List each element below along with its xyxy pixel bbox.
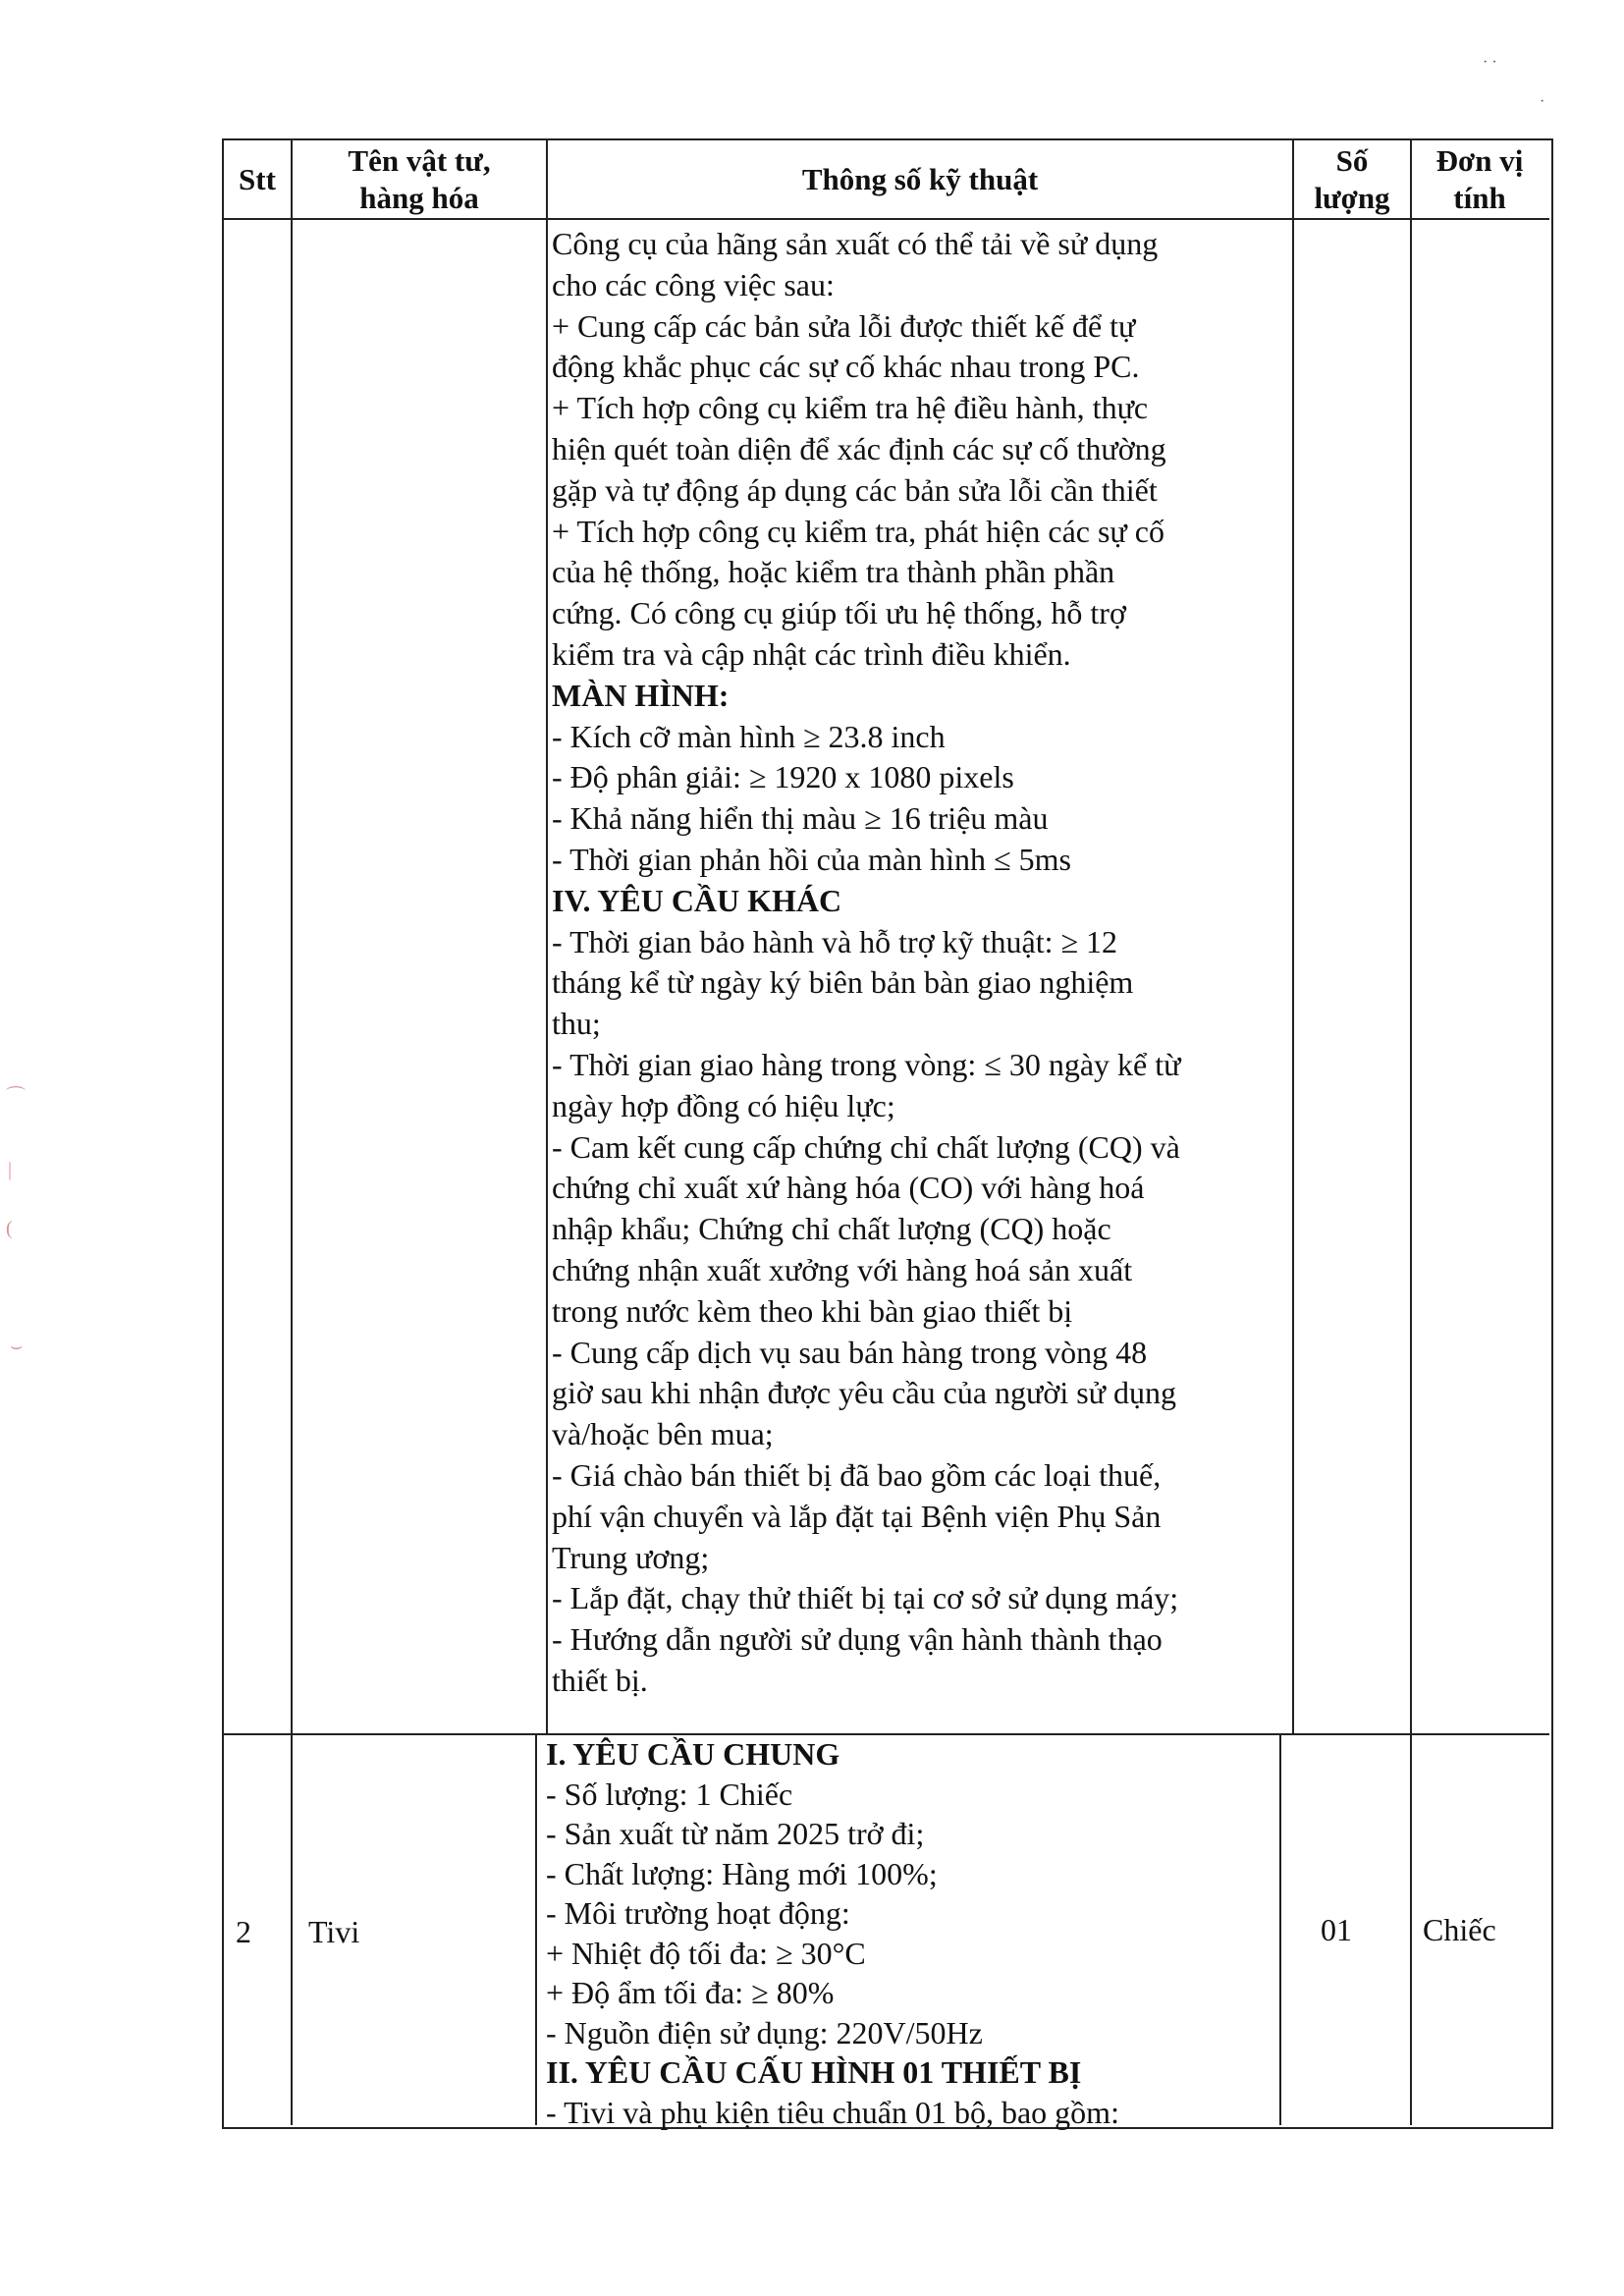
stamp-remnant: (: [6, 1218, 13, 1239]
spec-continued-line: chứng chỉ xuất xứ hàng hóa (CO) với hàng hoá: [552, 1170, 1145, 1206]
spec-row-2-line: - Nguồn điện sử dụng: 220V/50Hz: [546, 2014, 983, 2050]
spec-continued-line: của hệ thống, hoặc kiểm tra thành phần phần: [552, 554, 1115, 590]
spec-continued-line: - Độ phân giải: ≥ 1920 x 1080 pixels: [552, 759, 1014, 795]
row-2-unit: Chiếc: [1423, 1912, 1496, 1947]
row-2-stt: 2: [236, 1914, 251, 1949]
header-stt: [224, 140, 291, 218]
spec-continued-line: + Tích hợp công cụ kiểm tra, phát hiện các sự cố: [552, 513, 1164, 549]
column-divider-spec: [1279, 1733, 1281, 2125]
header-qty-line-2: lượng: [1314, 180, 1390, 215]
spec-continued-line: - Thời gian phản hồi của màn hình ≤ 5ms: [552, 841, 1071, 877]
header-unit: [1412, 140, 1547, 218]
column-divider-name: [535, 1733, 537, 2125]
spec-row-2-line: - Môi trường hoạt động:: [546, 1895, 850, 1931]
spec-row-2-line: - Sản xuất từ năm 2025 trở đi;: [546, 1816, 925, 1851]
spec-continued-line: cứng. Có công cụ giúp tối ưu hệ thống, hỗ trợ: [552, 595, 1126, 631]
spec-continued-line: + Tích hợp công cụ kiểm tra hệ điều hành, thực: [552, 390, 1149, 426]
spec-continued-line: thiết bị.: [552, 1662, 648, 1698]
spec-continued-line: Công cụ của hãng sản xuất có thể tải về sử dụng: [552, 226, 1159, 261]
column-divider-name: [546, 138, 548, 1733]
header-spec: [548, 140, 1292, 218]
spec-continued-line: phí vận chuyển và lắp đặt tại Bệnh viện Phụ Sản: [552, 1498, 1162, 1534]
spec-continued-line: trong nước kèm theo khi bàn giao thiết bị: [552, 1292, 1073, 1329]
spec-continued-line: MÀN HÌNH:: [552, 677, 730, 713]
spec-continued-line: và/hoặc bên mua;: [552, 1416, 774, 1452]
scan-speck: ·: [1540, 93, 1545, 110]
header-qty: [1294, 140, 1410, 218]
spec-continued-line: chứng nhận xuất xưởng với hàng hoá sản xuất: [552, 1251, 1133, 1287]
row-2-quantity: 01: [1321, 1912, 1352, 1947]
row-2-name: Tivi: [308, 1914, 360, 1949]
spec-continued-line: kiểm tra và cập nhật các trình điều khiển.: [552, 635, 1071, 672]
spec-continued-line: cho các công việc sau:: [552, 266, 835, 302]
column-divider-stt: [291, 138, 293, 1733]
spec-row-2-line: II. YÊU CẦU CẤU HÌNH 01 THIẾT BỊ: [546, 2054, 1082, 2090]
column-divider-qty: [1410, 138, 1412, 1733]
scan-speck: · ·: [1483, 54, 1497, 71]
spec-continued-line: giờ sau khi nhận được yêu cầu của người sử dụng: [552, 1375, 1176, 1411]
spec-continued-line: - Cam kết cung cấp chứng chỉ chất lượng (CQ) và: [552, 1128, 1180, 1165]
spec-text-continued: [552, 224, 1290, 1702]
spec-continued-line: IV. YÊU CẦU KHÁC: [552, 882, 842, 918]
spec-row-2-line: + Độ ẩm tối đa: ≥ 80%: [546, 1975, 835, 2010]
header-unit-line-1: Đơn vị: [1435, 142, 1524, 178]
spec-continued-line: + Cung cấp các bản sửa lỗi được thiết kế để tự: [552, 307, 1136, 344]
header-name-line-2: hàng hóa: [359, 180, 479, 215]
header-spec-label: Thông số kỹ thuật: [801, 161, 1039, 196]
spec-continued-line: nhập khẩu; Chứng chỉ chất lượng (CQ) hoặc: [552, 1211, 1111, 1247]
column-divider-spec: [1292, 138, 1294, 1733]
column-divider-qty: [1410, 1733, 1412, 2125]
spec-row-2-line: - Chất lượng: Hàng mới 100%;: [546, 1855, 938, 1891]
spec-continued-line: - Thời gian bảo hành và hỗ trợ kỹ thuật: ≥ 12: [552, 923, 1118, 959]
spec-text-row-2: [546, 1734, 1278, 2132]
spec-continued-line: ngày hợp đồng có hiệu lực;: [552, 1087, 895, 1123]
spec-row-2-line: - Tivi và phụ kiện tiêu chuẩn 01 bộ, bao gồm:: [546, 2094, 1119, 2130]
header-unit-line-2: tính: [1453, 180, 1506, 215]
header-bottom-rule: [222, 218, 1549, 220]
header-name-line-1: Tên vật tư,: [348, 142, 491, 178]
header-name: [293, 140, 546, 218]
spec-continued-line: - Hướng dẫn người sử dụng vận hành thành thạo: [552, 1621, 1163, 1658]
header-stt-label: Stt: [239, 161, 276, 196]
spec-continued-line: - Kích cỡ màn hình ≥ 23.8 inch: [552, 718, 946, 754]
column-divider-stt: [291, 1733, 293, 2125]
header-qty-line-1: Số: [1335, 142, 1369, 178]
stamp-remnant: ⌒: [6, 1086, 26, 1108]
spec-continued-line: tháng kể từ ngày ký biên bản bàn giao nghiệm: [552, 964, 1134, 1001]
spec-continued-line: Trung ương;: [552, 1539, 710, 1575]
spec-continued-line: - Cung cấp dịch vụ sau bán hàng trong vòng 48: [552, 1334, 1148, 1370]
spec-row-2-line: I. YÊU CẦU CHUNG: [546, 1736, 840, 1772]
stamp-remnant: |: [8, 1159, 13, 1180]
spec-row-2-line: + Nhiệt độ tối đa: ≥ 30°C: [546, 1935, 866, 1971]
spec-continued-line: hiện quét toàn diện để xác định các sự cố thường: [552, 430, 1166, 466]
spec-row-2-line: - Số lượng: 1 Chiếc: [546, 1776, 793, 1812]
spec-continued-line: gặp và tự động áp dụng các bản sửa lỗi cần thiết: [552, 471, 1158, 508]
spec-continued-line: thu;: [552, 1006, 601, 1042]
spec-continued-line: - Khả năng hiển thị màu ≥ 16 triệu màu: [552, 800, 1049, 837]
spec-continued-line: - Thời gian giao hàng trong vòng: ≤ 30 ngày kể từ: [552, 1046, 1181, 1082]
spec-continued-line: - Giá chào bán thiết bị đã bao gồm các loại thuế,: [552, 1456, 1162, 1493]
stamp-remnant: ⌣: [10, 1336, 24, 1357]
spec-continued-line: động khắc phục các sự cố khác nhau trong PC.: [552, 349, 1140, 385]
spec-continued-line: - Lắp đặt, chạy thử thiết bị tại cơ sở sử dụng máy;: [552, 1580, 1179, 1616]
